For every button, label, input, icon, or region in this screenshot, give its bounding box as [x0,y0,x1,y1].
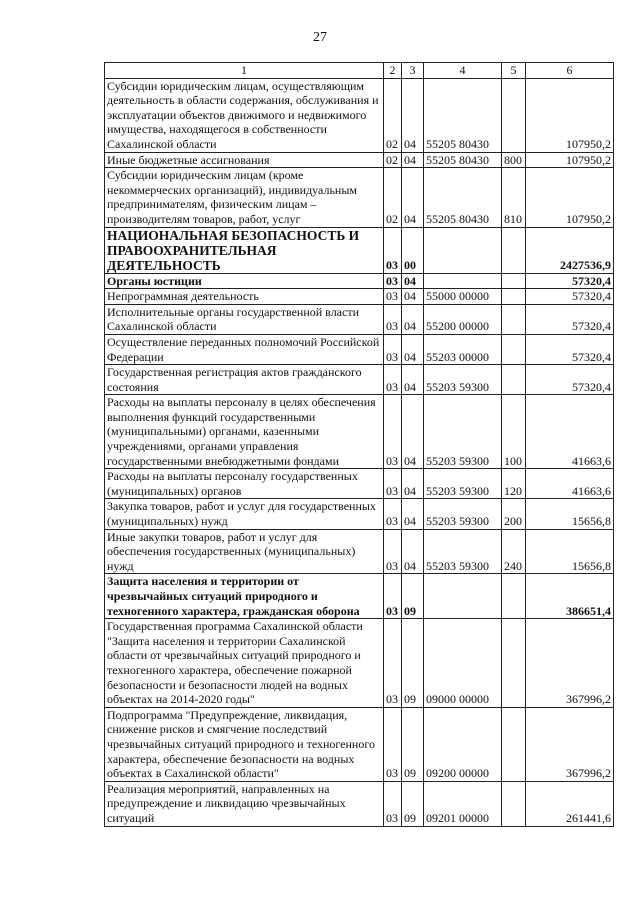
target-article-cell: 55203 59300 [424,395,502,469]
column-header: 2 [384,63,402,79]
row-name-cell: Реализация мероприятий, направленных на предупреждение и ликвидацию чрезвычайных ситуаций [105,781,384,826]
subsection-code-cell: 09 [402,707,424,781]
section-code-cell: 03 [384,574,402,619]
target-article-cell: 55205 80430 [424,78,502,152]
amount-cell: 57320,4 [526,273,614,289]
table-header-row [105,63,614,79]
row-name-cell: Субсидии юридическим лицам, осуществляющим деятельность в области содержания, обслуживания и эксплуатации объектов движимого и недвижимого имущества, находящегося в собственности Сахалинской области [105,78,384,152]
page-number: 27 [313,30,327,45]
section-code-cell: 02 [384,152,402,168]
target-article-cell: 09201 00000 [424,781,502,826]
subsection-code-cell: 04 [402,304,424,334]
row-name-cell: Закупка товаров, работ и услуг для государственных (муниципальных) нужд [105,499,384,529]
section-code-cell: 03 [384,365,402,395]
subsection-code-cell: 04 [402,365,424,395]
row-name-cell: Иные закупки товаров, работ и услуг для обеспечения государственных (муниципальных) нужд [105,529,384,574]
column-header: 5 [502,63,526,79]
expense-type-cell [502,619,526,708]
section-code-cell: 03 [384,469,402,499]
table-row [105,499,614,529]
expense-type-cell [502,781,526,826]
amount-cell: 107950,2 [526,78,614,152]
section-code-cell: 03 [384,334,402,364]
amount-cell: 367996,2 [526,619,614,708]
target-article-cell: 55203 59300 [424,529,502,574]
amount-cell: 15656,8 [526,499,614,529]
row-name-cell: Расходы на выплаты персоналу государственных (муниципальных) органов [105,469,384,499]
table-row [105,574,614,619]
table-row [105,304,614,334]
section-code-cell: 03 [384,395,402,469]
section-code-cell: 03 [384,529,402,574]
section-code-cell: 03 [384,619,402,708]
table-row [105,152,614,168]
expense-type-cell: 800 [502,152,526,168]
amount-cell: 107950,2 [526,168,614,227]
amount-cell: 57320,4 [526,365,614,395]
expense-type-cell: 200 [502,499,526,529]
expense-type-cell [502,334,526,364]
target-article-cell: 55200 00000 [424,304,502,334]
subsection-code-cell: 04 [402,334,424,364]
subsection-code-cell: 04 [402,529,424,574]
section-code-cell: 03 [384,273,402,289]
amount-cell: 386651,4 [526,574,614,619]
target-article-cell [424,574,502,619]
table-row [105,78,614,152]
table-row [105,365,614,395]
expense-type-cell: 240 [502,529,526,574]
section-code-cell: 03 [384,289,402,305]
expense-type-cell: 100 [502,395,526,469]
amount-cell: 367996,2 [526,707,614,781]
subsection-code-cell: 00 [402,227,424,273]
target-article-cell [424,227,502,273]
expense-type-cell [502,78,526,152]
table-row [105,781,614,826]
target-article-cell: 55205 80430 [424,168,502,227]
expense-type-cell: 810 [502,168,526,227]
table-row [105,273,614,289]
row-name-cell: Государственная программа Сахалинской области "Защита населения и территории Сахалинской области от чрезвычайных ситуаций природного и техногенного характера, обеспечение пожарной безопасности и безопасности людей на водных объектах на 2014-2020 годы" [105,619,384,708]
amount-cell: 2427536,9 [526,227,614,273]
target-article-cell: 09200 00000 [424,707,502,781]
table-row [105,334,614,364]
amount-cell: 41663,6 [526,395,614,469]
row-name-cell: Иные бюджетные ассигнования [105,152,384,168]
amount-cell: 15656,8 [526,529,614,574]
subsection-code-cell: 09 [402,574,424,619]
section-code-cell: 03 [384,707,402,781]
budget-table [104,62,614,827]
amount-cell: 41663,6 [526,469,614,499]
section-code-cell: 03 [384,227,402,273]
target-article-cell: 55203 59300 [424,469,502,499]
subsection-code-cell: 04 [402,289,424,305]
table-row [105,289,614,305]
subsection-code-cell: 04 [402,469,424,499]
row-name-cell: Расходы на выплаты персоналу в целях обеспечения выполнения функций государственными (муниципальными) органами, казенными учреждениями, органами управления государственными внебюджетными фондами [105,395,384,469]
row-name-cell: Органы юстиции [105,273,384,289]
expense-type-cell [502,304,526,334]
section-code-cell: 02 [384,168,402,227]
subsection-code-cell: 04 [402,499,424,529]
subsection-code-cell: 04 [402,395,424,469]
table-row [105,529,614,574]
expense-type-cell [502,365,526,395]
table-row [105,227,614,273]
column-header: 6 [526,63,614,79]
row-name-cell: НАЦИОНАЛЬНАЯ БЕЗОПАСНОСТЬ И ПРАВООХРАНИТЕЛЬНАЯ ДЕЯТЕЛЬНОСТЬ [105,227,384,273]
table-row [105,395,614,469]
row-name-cell: Непрограммная деятельность [105,289,384,305]
amount-cell: 57320,4 [526,334,614,364]
amount-cell: 107950,2 [526,152,614,168]
target-article-cell: 55205 80430 [424,152,502,168]
section-code-cell: 02 [384,78,402,152]
table-row [105,168,614,227]
row-name-cell: Защита населения и территории от чрезвычайных ситуаций природного и техногенного характера, гражданская оборона [105,574,384,619]
column-header: 1 [105,63,384,79]
subsection-code-cell: 09 [402,781,424,826]
section-code-cell: 03 [384,781,402,826]
target-article-cell: 55203 59300 [424,365,502,395]
amount-cell: 57320,4 [526,304,614,334]
column-header: 3 [402,63,424,79]
column-header: 4 [424,63,502,79]
expense-type-cell [502,273,526,289]
target-article-cell: 09000 00000 [424,619,502,708]
table-row [105,619,614,708]
target-article-cell: 55203 59300 [424,499,502,529]
expense-type-cell [502,289,526,305]
expense-type-cell [502,707,526,781]
amount-cell: 57320,4 [526,289,614,305]
section-code-cell: 03 [384,499,402,529]
subsection-code-cell: 04 [402,168,424,227]
table-row [105,707,614,781]
row-name-cell: Государственная регистрация актов гражданского состояния [105,365,384,395]
expense-type-cell: 120 [502,469,526,499]
section-code-cell: 03 [384,304,402,334]
subsection-code-cell: 04 [402,152,424,168]
subsection-code-cell: 04 [402,78,424,152]
amount-cell: 261441,6 [526,781,614,826]
subsection-code-cell: 04 [402,273,424,289]
row-name-cell: Подпрограмма "Предупреждение, ликвидация, снижение рисков и смягчение последствий чрезвычайных ситуаций природного и техногенного характера, обеспечение безопасности на водных объектах в Сахалинской области" [105,707,384,781]
target-article-cell: 55000 00000 [424,289,502,305]
row-name-cell: Исполнительные органы государственной власти Сахалинской области [105,304,384,334]
expense-type-cell [502,227,526,273]
subsection-code-cell: 09 [402,619,424,708]
target-article-cell: 55203 00000 [424,334,502,364]
expense-type-cell [502,574,526,619]
target-article-cell [424,273,502,289]
table-row [105,469,614,499]
row-name-cell: Осуществление переданных полномочий Российской Федерации [105,334,384,364]
row-name-cell: Субсидии юридическим лицам (кроме некоммерческих организаций), индивидуальным предпринимателям, физическим лицам – производителям товаров, работ, услуг [105,168,384,227]
